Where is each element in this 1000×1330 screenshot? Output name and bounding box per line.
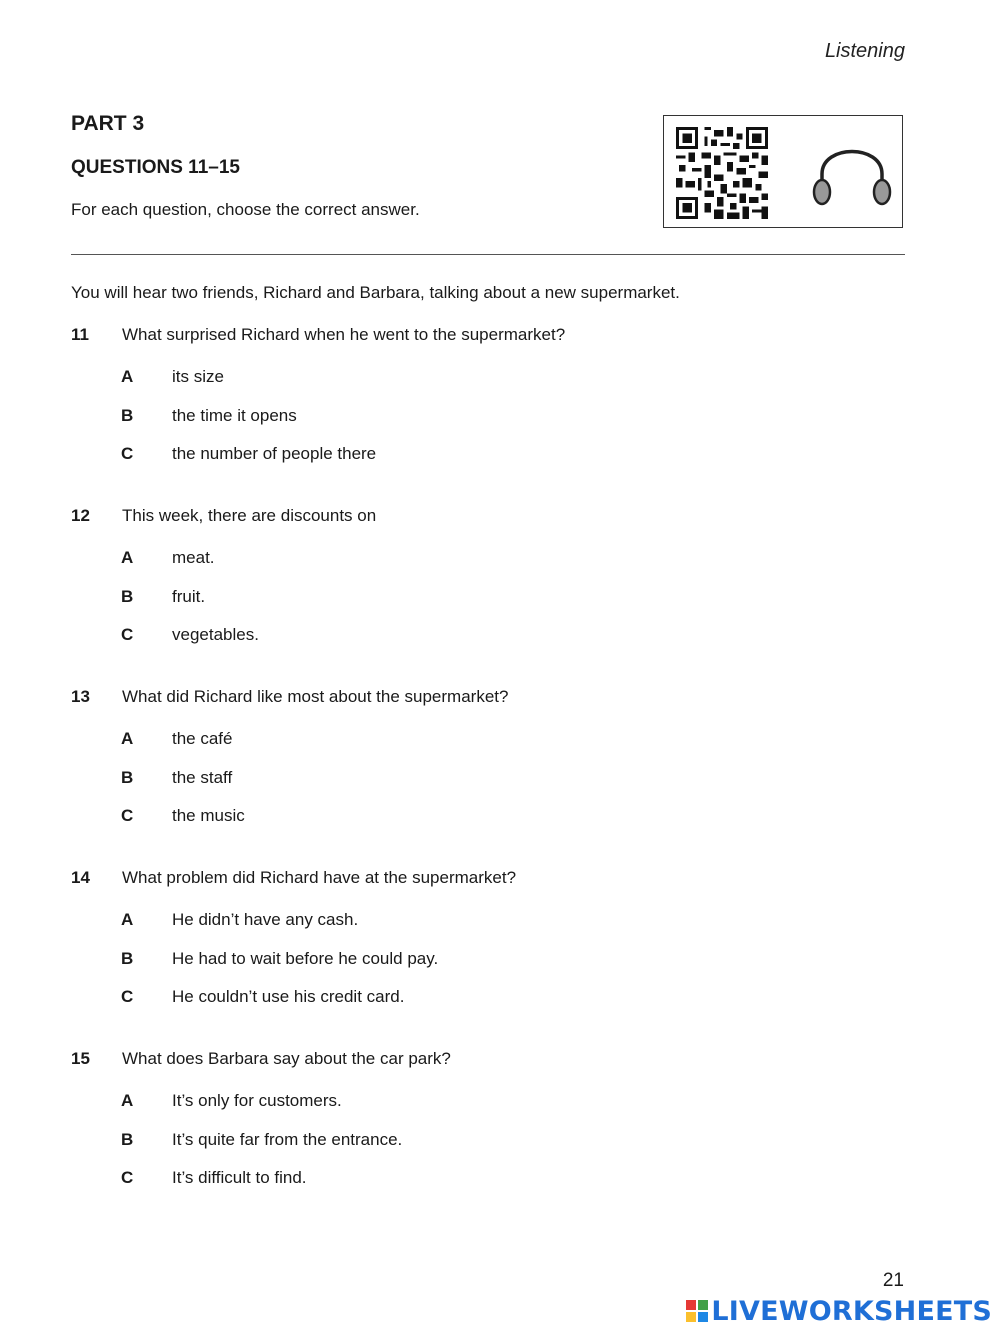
option-letter: C xyxy=(121,444,134,463)
option-letter: B xyxy=(121,767,134,787)
qr-code-icon[interactable] xyxy=(676,127,768,219)
audio-media-box xyxy=(663,115,903,228)
question-11 xyxy=(71,325,931,483)
option-letter: A xyxy=(121,367,134,386)
liveworksheets-logo-icon xyxy=(686,1300,708,1322)
section-divider xyxy=(71,254,905,255)
option-letter: A xyxy=(121,1091,134,1110)
option-text: meat. xyxy=(172,548,215,567)
option-letter: C xyxy=(121,625,134,644)
option-11-c[interactable] xyxy=(71,444,931,483)
option-letter: A xyxy=(121,548,134,567)
option-15-c[interactable] xyxy=(71,1168,931,1207)
listening-context: You will hear two friends, Richard and Barbara, talking about a new supermarket. xyxy=(71,283,680,302)
option-14-a[interactable] xyxy=(71,910,931,949)
headphones-icon[interactable] xyxy=(810,134,894,212)
option-13-c[interactable] xyxy=(71,806,931,845)
question-text: What did Richard like most about the supermarket? xyxy=(122,687,509,706)
option-text: fruit. xyxy=(172,586,206,606)
option-11-b[interactable] xyxy=(71,406,931,445)
question-15 xyxy=(71,1049,931,1207)
question-text: This week, there are discounts on xyxy=(122,506,377,525)
option-letter: B xyxy=(121,405,134,425)
option-text: He had to wait before he could pay. xyxy=(172,948,439,968)
question-number: 12 xyxy=(71,506,90,525)
option-text: the music xyxy=(172,806,245,825)
option-text: It’s only for customers. xyxy=(172,1091,342,1110)
option-letter: B xyxy=(121,586,134,606)
option-text: He didn’t have any cash. xyxy=(172,910,359,929)
question-12 xyxy=(71,506,931,664)
option-text: the staff xyxy=(172,767,233,787)
option-13-a[interactable] xyxy=(71,729,931,768)
option-letter: A xyxy=(121,729,134,748)
brand-text: LIVEWORKSHEETS xyxy=(711,1295,992,1327)
instruction-text: For each question, choose the correct answer. xyxy=(71,200,420,219)
option-letter: C xyxy=(121,1168,134,1187)
option-text: vegetables. xyxy=(172,625,259,644)
option-text: It’s quite far from the entrance. xyxy=(172,1129,403,1149)
option-letter: B xyxy=(121,948,134,968)
option-12-a[interactable] xyxy=(71,548,931,587)
option-15-a[interactable] xyxy=(71,1091,931,1130)
question-14 xyxy=(71,868,931,1026)
page-number: 21 xyxy=(882,1270,904,1291)
question-text: What problem did Richard have at the supermarket? xyxy=(122,868,517,887)
question-number: 14 xyxy=(71,868,90,887)
option-15-b[interactable] xyxy=(71,1130,931,1169)
option-text: the time it opens xyxy=(172,405,297,425)
question-text: What surprised Richard when he went to the supermarket? xyxy=(122,325,566,344)
question-text: What does Barbara say about the car park? xyxy=(122,1049,451,1068)
option-letter: C xyxy=(121,806,134,825)
option-text: He couldn’t use his credit card. xyxy=(172,987,405,1006)
option-text: the number of people there xyxy=(172,444,377,463)
option-11-a[interactable] xyxy=(71,367,931,406)
question-13 xyxy=(71,687,931,845)
section-label: Listening xyxy=(824,40,905,62)
option-12-b[interactable] xyxy=(71,587,931,626)
question-number: 11 xyxy=(71,325,89,344)
option-text: It’s difficult to find. xyxy=(172,1168,307,1187)
option-12-c[interactable] xyxy=(71,625,931,664)
questions-range-title: QUESTIONS 11–15 xyxy=(71,157,240,178)
question-number: 13 xyxy=(71,687,90,706)
option-letter: B xyxy=(121,1129,134,1149)
option-letter: A xyxy=(121,910,134,929)
option-14-b[interactable] xyxy=(71,949,931,988)
option-13-b[interactable] xyxy=(71,768,931,807)
question-number: 15 xyxy=(71,1049,90,1068)
option-text: the café xyxy=(172,729,233,748)
option-letter: C xyxy=(121,987,134,1006)
option-text: its size xyxy=(172,367,224,386)
liveworksheets-brand[interactable] xyxy=(686,1294,992,1328)
part-title: PART 3 xyxy=(71,112,145,135)
option-14-c[interactable] xyxy=(71,987,931,1026)
